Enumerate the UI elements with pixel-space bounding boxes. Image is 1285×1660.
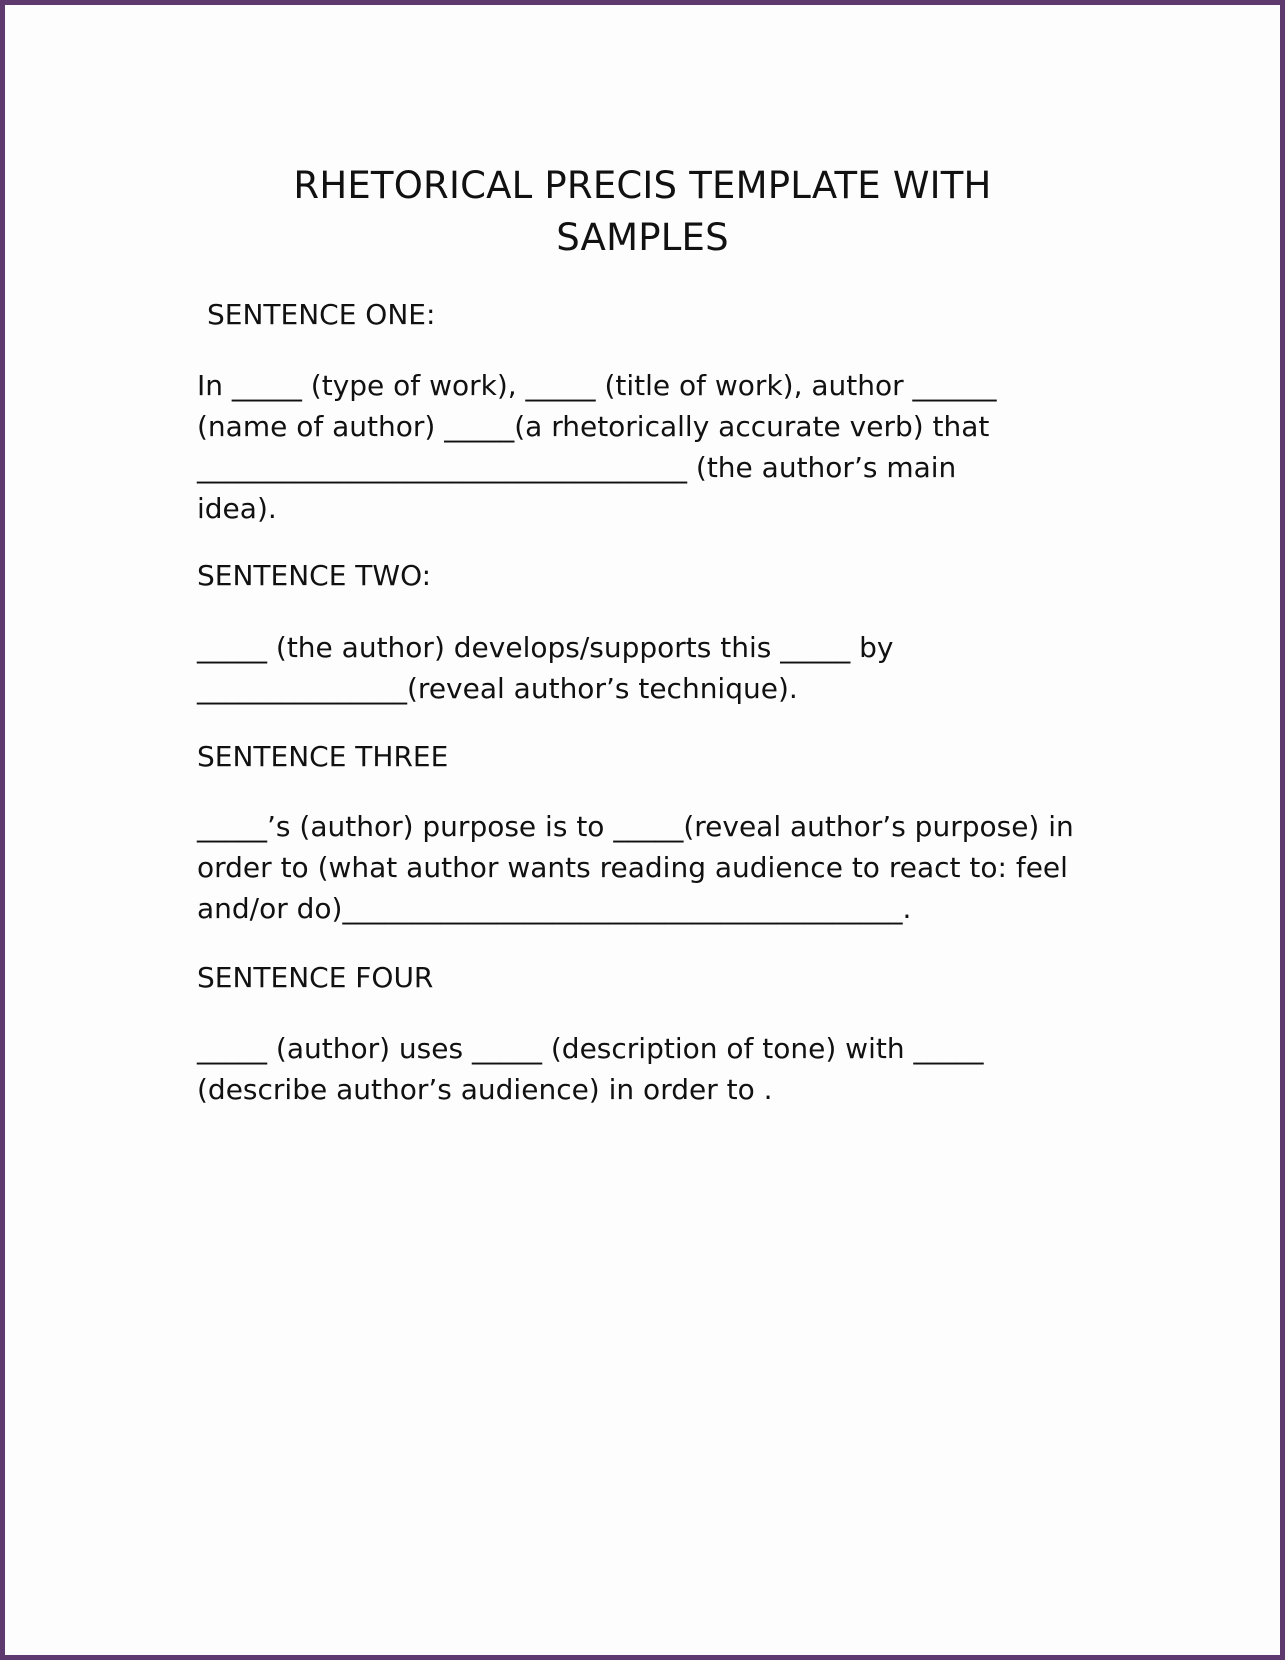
sentence-three-text	[197, 806, 1074, 929]
text-line: _____ (author) uses _____ (description of tone) with _____	[197, 1032, 984, 1065]
sentence-four-text	[197, 1028, 983, 1110]
text-line: _____’s (author) purpose is to _____(reveal author’s purpose) in	[197, 810, 1074, 843]
text-line: _______________(reveal author’s technique).	[197, 672, 798, 705]
sentence-two-text	[197, 627, 894, 709]
text-line: idea).	[197, 492, 277, 525]
text-line: order to (what author wants reading audience to react to: feel	[197, 851, 1068, 884]
text-line: (describe author’s audience) in order to .	[197, 1073, 773, 1106]
document-title-line-2: SAMPLES	[556, 216, 729, 259]
section-heading-sentence-one: SENTENCE ONE:	[207, 298, 436, 331]
text-line: and/or do)________________________________________.	[197, 892, 912, 925]
section-heading-sentence-two: SENTENCE TWO:	[197, 559, 432, 592]
section-heading-sentence-four: SENTENCE FOUR	[197, 961, 434, 994]
text-line: ___________________________________ (the author’s main	[197, 451, 957, 484]
document-title-line-1: RHETORICAL PRECIS TEMPLATE WITH	[293, 164, 992, 207]
text-line: In _____ (type of work), _____ (title of work), author ______	[197, 369, 997, 402]
section-heading-sentence-three: SENTENCE THREE	[197, 740, 449, 773]
text-line: _____ (the author) develops/supports this _____ by	[197, 631, 894, 664]
sentence-one-text	[197, 365, 997, 529]
text-line: (name of author) _____(a rhetorically accurate verb) that	[197, 410, 990, 443]
